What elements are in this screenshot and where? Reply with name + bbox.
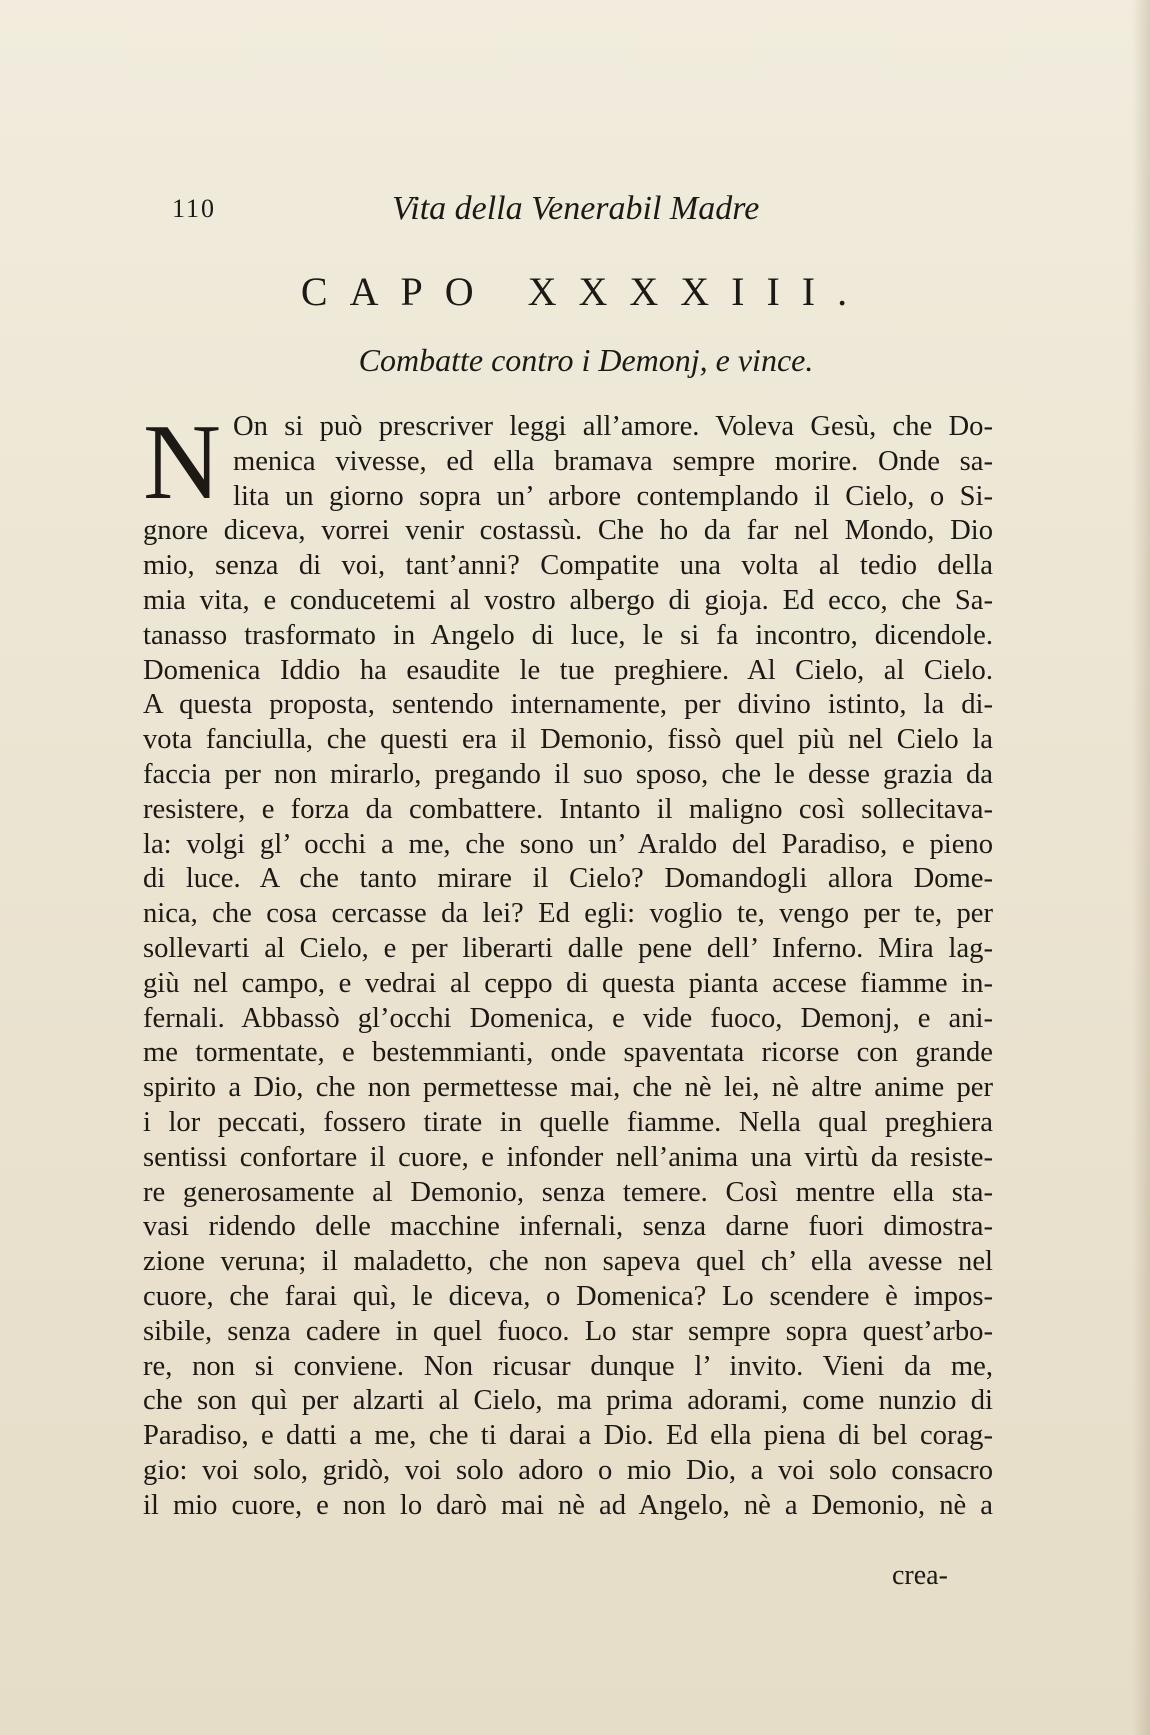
chapter-subtitle: Combatte contro i Demonj, e vince. [358,342,814,378]
text-line: mio, senza di voi, tant’anni? Compatite una volta al tedio della [143,550,993,582]
page-number: 110 [172,194,217,223]
text-line: tanasso trasformato in Angelo di luce, le si fa incontro, dicendole. [143,619,993,651]
text-line: sentissi confortare il cuore, e infonder nell’anima una virtù da resiste- [143,1141,993,1173]
text-line: zione veruna; il maladetto, che non sapeva quel ch’ ella avesse nel [143,1246,993,1278]
text-line: re, non si conviene. Non ricusar dunque l’ invito. Vieni da me, [143,1350,993,1382]
text-line: Paradiso, e datti a me, che ti darai a Dio. Ed ella piena di bel corag- [143,1420,993,1452]
text-line: cuore, che farai quì, le diceva, o Domenica? Lo scendere è impos- [143,1280,993,1312]
chapter-heading: CAPO XXXXIII. [300,269,870,314]
text-line: Domenica Iddio ha esaudite le tue preghiere. Al Cielo, al Cielo. [143,654,993,686]
text-line: gio: voi solo, gridò, voi solo adoro o mio Dio, a voi solo consacro [143,1454,993,1486]
text-line: nica, che cosa cercasse da lei? Ed egli: voglio te, vengo per te, per [143,898,993,930]
text-line: faccia per non mirarlo, pregando il suo sposo, che le desse grazia da [143,758,993,790]
text-line: la: volgi gl’ occhi a me, che sono un’ Araldo del Paradiso, e pieno [143,828,993,860]
text-line: mia vita, e conducetemi al vostro albergo di gioja. Ed ecco, che Sa- [143,584,993,616]
text-line: On si può prescriver leggi all’amore. Voleva Gesù, che Do- [233,411,993,442]
text-line: lita un giorno sopra un’ arbore contemplando il Cielo, o Si- [233,480,993,512]
text-line: gnore diceva, vorrei venir costassù. Che ho da far nel Mondo, Dio [143,515,993,547]
text-line: me tormentate, e bestemmianti, onde spaventata ricorse con grande [143,1037,993,1069]
text-line: di luce. A che tanto mirare il Cielo? Domandogli allora Dome- [143,863,993,895]
text-line: menica vivesse, ed ella bramava sempre morire. Onde sa- [233,445,993,477]
drop-cap: N [143,403,221,522]
text-line: A questa proposta, sentendo internamente, per divino istinto, la di- [143,689,993,721]
text-line: vota fanciulla, che questi era il Demonio, fissò quel più nel Cielo la [143,724,993,756]
text-line: vasi ridendo delle macchine infernali, senza darne fuori dimostra- [143,1211,993,1243]
text-line: fernali. Abbassò gl’occhi Domenica, e vide fuoco, Demonj, e ani- [143,1002,993,1034]
text-line: i lor peccati, fossero tirate in quelle fiamme. Nella qual preghiera [143,1106,993,1138]
text-line: sibile, senza cadere in quel fuoco. Lo star sempre sopra quest’arbo- [143,1315,993,1347]
text-line: giù nel campo, e vedrai al ceppo di questa pianta accese fiamme in- [143,967,993,999]
text-line: spirito a Dio, che non permettesse mai, che nè lei, nè altre anime per [143,1072,993,1104]
text-line: resistere, e forza da combattere. Intanto il maligno così sollecitava- [143,793,993,825]
body-text [143,403,993,1524]
text-line: il mio cuore, e non lo darò mai nè ad Angelo, nè a Demonio, nè a [143,1489,993,1521]
text-line: sollevarti al Cielo, e per liberarti dalle pene dell’ Inferno. Mira lag- [143,932,993,964]
text-line: che son quì per alzarti al Cielo, ma prima adorami, come nunzio di [143,1385,993,1417]
running-title: Vita della Venerabil Madre [392,190,760,227]
text-line: re generosamente al Demonio, senza temere. Così mentre ella sta- [143,1176,993,1208]
catchword: crea- [892,1560,948,1591]
page-header [172,190,972,240]
